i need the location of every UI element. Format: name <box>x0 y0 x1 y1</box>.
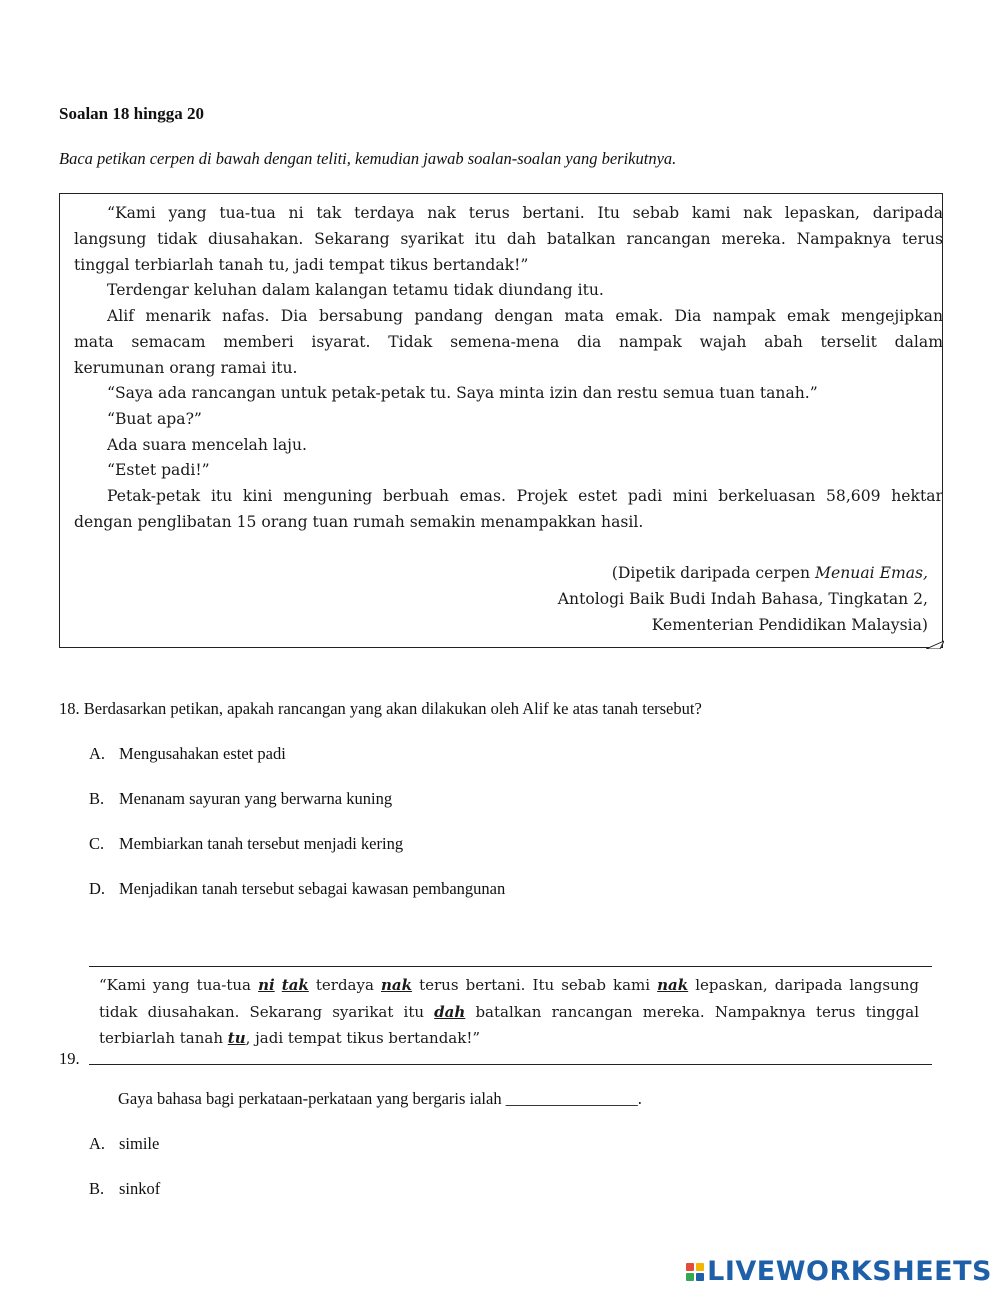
passage-line: dengan penglibatan 15 orang tuan rumah semakin menampakkan hasil. <box>74 513 644 531</box>
excerpt-text: lepaskan, daripada langsung <box>688 976 919 994</box>
passage-line: Terdengar keluhan dalam kalangan tetamu tidak diundang itu. <box>107 281 604 299</box>
option-19-a[interactable] <box>89 1134 159 1154</box>
source-line-1 <box>612 564 928 582</box>
excerpt-box <box>89 966 932 1065</box>
passage-line: Ada suara mencelah laju. <box>107 436 307 454</box>
brand-name: LIVEWORKSHEETS <box>707 1256 992 1287</box>
excerpt-text: , jadi tempat tikus bertandak!” <box>245 1029 481 1047</box>
option-text: simile <box>119 1134 160 1153</box>
excerpt-text <box>275 976 282 994</box>
excerpt-text: terbiarlah tanah <box>99 1029 228 1047</box>
passage-line: “Saya ada rancangan untuk petak-petak tu. Saya minta izin dan restu semua tuan tanah.” <box>107 384 818 402</box>
underlined-word: tak <box>281 976 309 994</box>
source-title: Menuai Emas, <box>815 564 928 582</box>
option-19-b[interactable] <box>89 1179 160 1199</box>
option-letter: B. <box>89 1179 105 1198</box>
passage-line: “Kami yang tua-tua ni tak terdaya nak terus bertani. Itu sebab kami nak lepaskan, daripada <box>107 204 943 222</box>
option-letter: D. <box>89 879 106 898</box>
logo-square <box>696 1273 704 1281</box>
excerpt-text: terus bertani. Itu sebab kami <box>412 976 658 994</box>
option-letter: A. <box>89 744 106 763</box>
excerpt-text: tidak diusahakan. Sekarang syarikat itu <box>99 1003 435 1021</box>
logo-square <box>686 1273 694 1281</box>
underlined-word: nak <box>381 976 413 994</box>
option-18-c[interactable] <box>89 834 403 854</box>
option-text: Menjadikan tanah tersebut sebagai kawasan pembangunan <box>119 879 506 898</box>
passage-box <box>59 193 943 648</box>
excerpt-text: terdaya <box>308 976 381 994</box>
question-18: 18. Berdasarkan petikan, apakah rancangan yang akan dilakukan oleh Alif ke atas tanah tersebut? <box>59 699 702 718</box>
option-text: sinkof <box>119 1179 161 1198</box>
option-18-a[interactable] <box>89 744 286 764</box>
passage-line: tinggal terbiarlah tanah tu, jadi tempat tikus bertandak!” <box>74 256 529 274</box>
question-19-number: 19. <box>59 1049 80 1068</box>
source-line-3: Kementerian Pendidikan Malaysia) <box>651 616 928 634</box>
question-19-prompt: Gaya bahasa bagi perkataan-perkataan yang bergaris ialah ________________. <box>118 1089 642 1108</box>
instruction-text: Baca petikan cerpen di bawah dengan teliti, kemudian jawab soalan-soalan yang berikutnya. <box>59 149 677 168</box>
option-text: Menanam sayuran yang berwarna kuning <box>119 789 393 808</box>
passage-line: mata semacam memberi isyarat. Tidak semena-mena dia nampak wajah abah terselit dalam <box>74 333 943 351</box>
excerpt-line-3 <box>99 1029 919 1047</box>
underlined-word: ni <box>258 976 275 994</box>
passage-line: Petak-petak itu kini menguning berbuah emas. Projek estet padi mini berkeluasan 58,609 hektar <box>107 487 943 505</box>
excerpt-text: “Kami yang tua-tua <box>99 976 259 994</box>
option-letter: A. <box>89 1134 106 1153</box>
underlined-word: tu <box>227 1029 246 1047</box>
liveworksheets-logo <box>686 1256 992 1287</box>
underlined-word: dah <box>434 1003 466 1021</box>
option-18-d[interactable] <box>89 879 505 899</box>
source-prefix: (Dipetik daripada cerpen <box>611 564 816 582</box>
passage-line: kerumunan orang ramai itu. <box>74 359 298 377</box>
option-text: Mengusahakan estet padi <box>119 744 286 763</box>
passage-line: “Buat apa?” <box>107 410 202 428</box>
logo-square <box>686 1263 694 1271</box>
passage-line: langsung tidak diusahakan. Sekarang syarikat itu dah batalkan rancangan mereka. Nampaknya terus <box>74 230 943 248</box>
excerpt-text: batalkan rancangan mereka. Nampaknya terus tinggal <box>465 1003 919 1021</box>
passage-line: Alif menarik nafas. Dia bersabung pandang dengan mata emak. Dia nampak emak mengejipkan <box>107 307 943 325</box>
page-fold-icon <box>926 639 944 649</box>
logo-grid-icon <box>686 1263 704 1281</box>
logo-square <box>696 1263 704 1271</box>
option-18-b[interactable] <box>89 789 392 809</box>
option-letter: B. <box>89 789 105 808</box>
underlined-word: nak <box>657 976 689 994</box>
option-letter: C. <box>89 834 105 853</box>
passage-line: “Estet padi!” <box>107 461 210 479</box>
excerpt-line-2 <box>99 1003 919 1021</box>
option-text: Membiarkan tanah tersebut menjadi kering <box>119 834 404 853</box>
section-heading: Soalan 18 hingga 20 <box>59 104 205 123</box>
excerpt-line-1 <box>99 976 919 994</box>
source-line-2: Antologi Baik Budi Indah Bahasa, Tingkatan 2, <box>557 590 928 608</box>
